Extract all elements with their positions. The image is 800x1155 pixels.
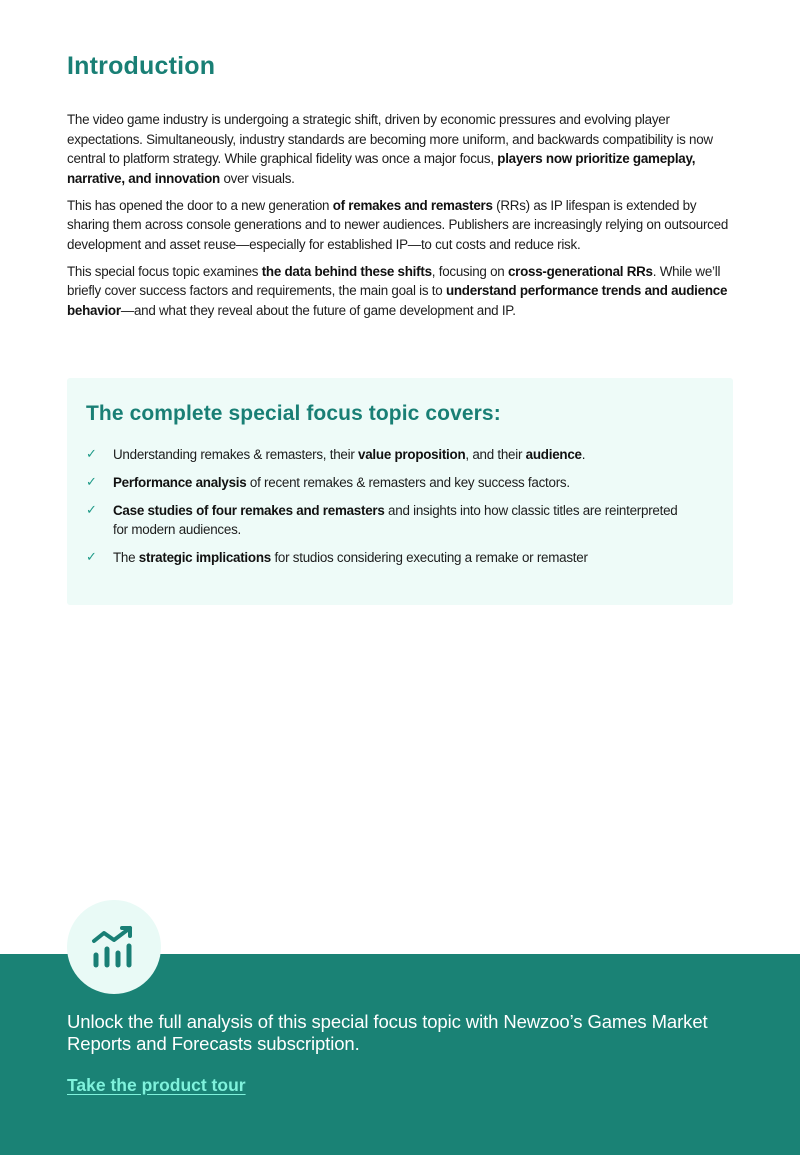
intro-section xyxy=(67,110,735,328)
covers-title: The complete special focus topic covers: xyxy=(86,402,501,425)
covers-list xyxy=(86,445,686,576)
check-icon: ✓ xyxy=(86,503,97,518)
list-item: ✓ Case studies of four remakes and remasters and insights into how classic titles are reinterpreted for modern audiences. xyxy=(86,503,678,537)
intro-paragraph-1: The video game industry is undergoing a strategic shift, driven by economic pressures and evolving player expectations. Simultaneously, industry standards are becoming more uniform, and backwards compatibility is now central to platform strategy. While graphical fidelity was once a major focus, players now prioritize gameplay, narrative, and innovation over visuals. xyxy=(67,112,713,186)
check-icon: ✓ xyxy=(86,447,97,462)
list-item: ✓ Understanding remakes & remasters, their value proposition, and their audience. xyxy=(86,447,586,462)
intro-paragraph-3: This special focus topic examines the data behind these shifts, focusing on cross-generational RRs. While we’ll briefly cover success factors and requirements, the main goal is to understand performance trends and audience behavior—and what they reveal about the future of game development and IP. xyxy=(67,263,728,318)
covers-box xyxy=(67,378,733,605)
check-icon: ✓ xyxy=(86,475,97,490)
chart-badge xyxy=(67,900,161,994)
list-item: ✓ Performance analysis of recent remakes & remasters and key success factors. xyxy=(86,475,570,490)
check-icon: ✓ xyxy=(86,550,97,565)
intro-paragraph-2: This has opened the door to a new generation of remakes and remasters (RRs) as IP lifespan is extended by sharing them across console generations and to newer audiences. Publishers are increasingly relying on outsourced development and asset reuse—especially for established IP—to cut costs and reduce risk. xyxy=(67,197,729,252)
list-item: ✓ The strategic implications for studios considering executing a remake or remaster xyxy=(86,550,588,565)
product-tour-link[interactable]: Take the product tour xyxy=(67,1075,246,1095)
bar-chart-trend-icon xyxy=(90,925,138,969)
page-title: Introduction xyxy=(67,52,216,80)
footer-text: Unlock the full analysis of this special focus topic with Newzoo’s Games Market Reports and Forecasts subscription. xyxy=(67,1011,708,1054)
